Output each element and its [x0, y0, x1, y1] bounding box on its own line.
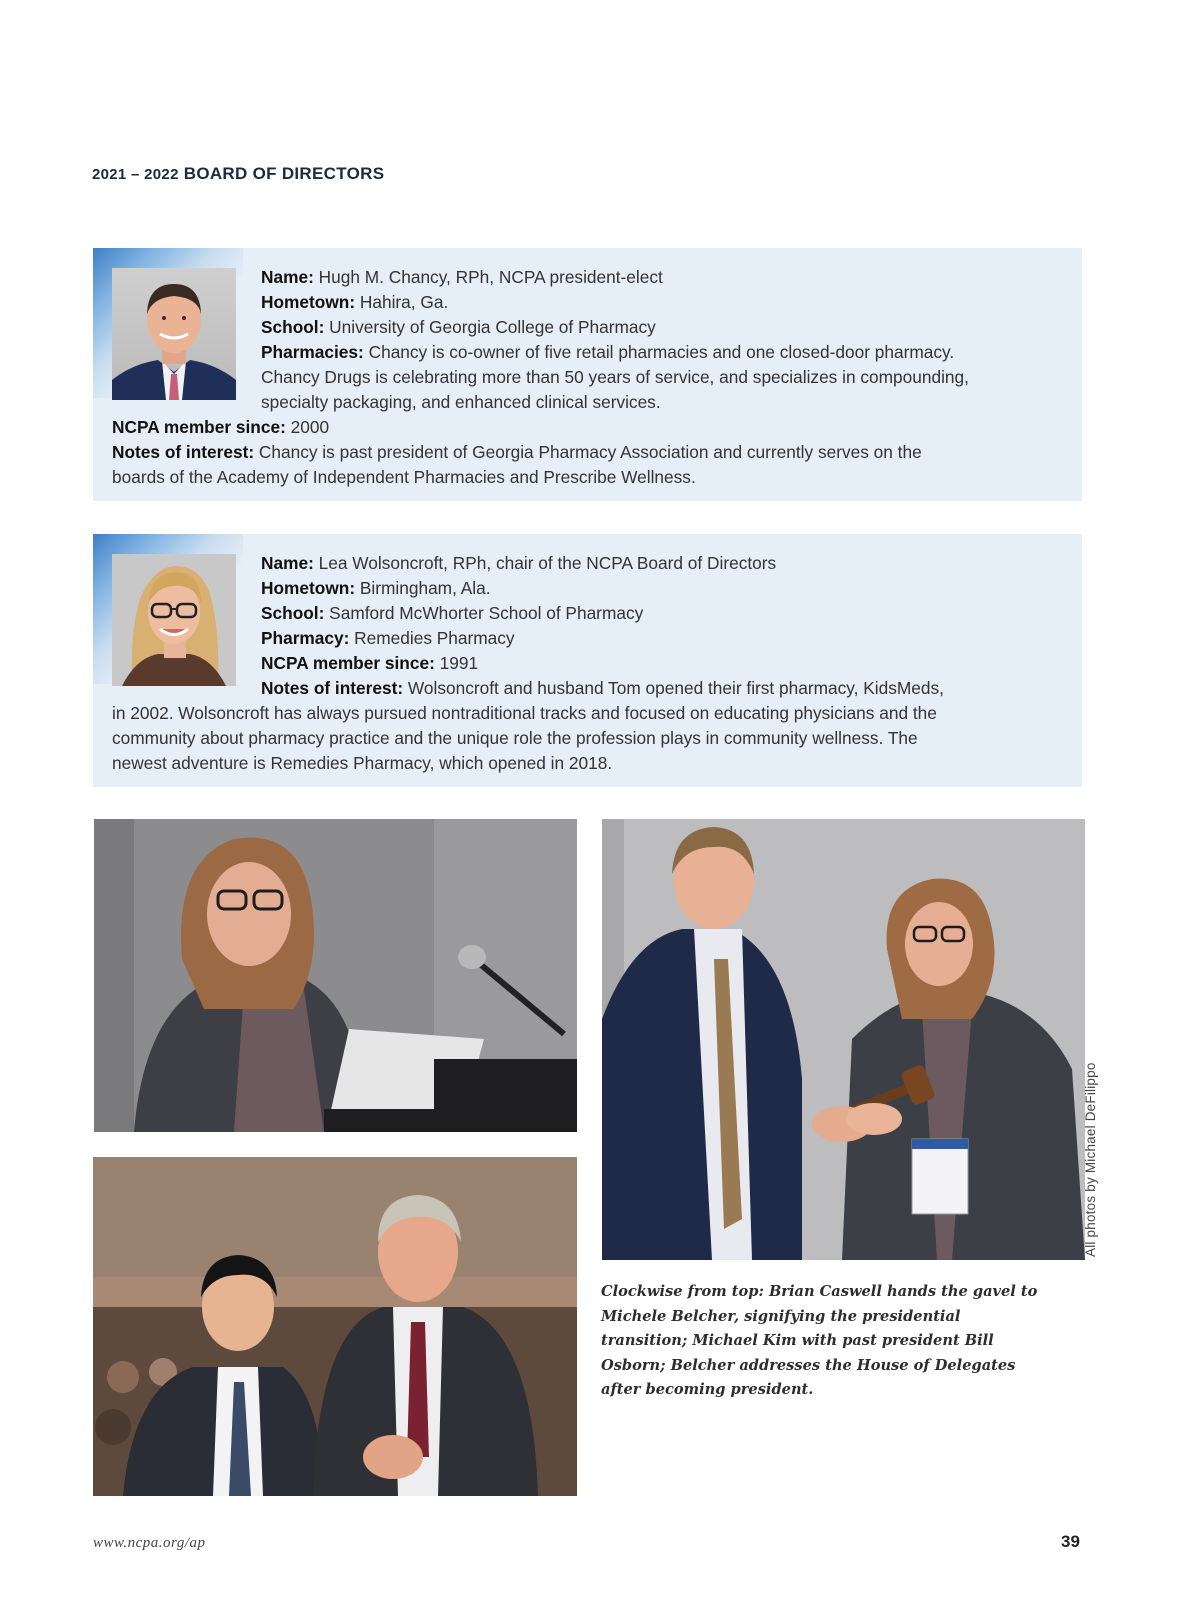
- member-label: NCPA member since:: [112, 417, 286, 437]
- name-label: Name:: [261, 553, 314, 573]
- photo-gavel-handoff: [602, 819, 1085, 1260]
- school-label: School:: [261, 317, 325, 337]
- notes-line-4: newest adventure is Remedies Pharmacy, which opened in 2018.: [112, 753, 613, 773]
- notes-value: Wolsoncroft and husband Tom opened their first pharmacy, KidsMeds,: [403, 678, 944, 698]
- name-line: [112, 551, 1060, 576]
- hometown-line: [112, 290, 1060, 315]
- section-years: 2021 – 2022: [92, 166, 179, 183]
- school-value: Samford McWhorter School of Pharmacy: [324, 603, 644, 623]
- hometown-label: Hometown:: [261, 292, 356, 312]
- hometown-label: Hometown:: [261, 578, 356, 598]
- pharmacies-line: [112, 340, 1060, 365]
- notes-line-3: community about pharmacy practice and the unique role the profession plays in community wellness. The: [112, 728, 918, 748]
- pharmacy-value: Remedies Pharmacy: [349, 628, 515, 648]
- profile-card-wolsoncroft: [93, 534, 1082, 787]
- page-number: 39: [1061, 1532, 1080, 1551]
- member-value: 1991: [434, 653, 479, 673]
- hometown-value: Hahira, Ga.: [355, 292, 449, 312]
- member-line: [112, 651, 1060, 676]
- photo-belcher-podium-image: [94, 819, 577, 1132]
- notes-line: [112, 440, 1060, 465]
- member-line: [112, 415, 1060, 440]
- section-title: [92, 164, 384, 184]
- notes-line-2: in 2002. Wolsoncroft has always pursued nontraditional tracks and focused on educating physicians and the: [112, 703, 937, 723]
- name-label: Name:: [261, 267, 314, 287]
- notes-label: Notes of interest:: [112, 442, 255, 462]
- photo-kim-osborn-image: [93, 1157, 577, 1496]
- name-line: [112, 265, 1060, 290]
- notes-line: [112, 676, 1060, 701]
- profile-text-wolsoncroft: [112, 551, 1060, 776]
- photo-credit: All photos by Michael DeFilippo: [1083, 1062, 1098, 1257]
- name-value: Lea Wolsoncroft, RPh, chair of the NCPA Board of Directors: [313, 553, 777, 573]
- name-value: Hugh M. Chancy, RPh, NCPA president-elect: [313, 267, 663, 287]
- member-label: NCPA member since:: [261, 653, 435, 673]
- footer-url: www.ncpa.org/ap: [93, 1535, 206, 1551]
- photo-belcher-podium: [94, 819, 577, 1132]
- photo-caption: Clockwise from top: Brian Caswell hands the gavel to Michele Belcher, signifying the presidential transition; Michael Kim with past president Bill Osborn; Belcher addresses the House of Delegates after becoming president.: [601, 1283, 1038, 1399]
- member-value: 2000: [285, 417, 330, 437]
- pharmacies-line-2: Chancy Drugs is celebrating more than 50 years of service, and specializes in compounding,: [261, 367, 969, 387]
- notes-label: Notes of interest:: [261, 678, 404, 698]
- notes-value: Chancy is past president of Georgia Pharmacy Association and currently serves on the: [254, 442, 922, 462]
- photo-gavel-handoff-image: [602, 819, 1085, 1260]
- hometown-value: Birmingham, Ala.: [355, 578, 491, 598]
- school-line: [112, 601, 1060, 626]
- school-label: School:: [261, 603, 325, 623]
- school-line: [112, 315, 1060, 340]
- school-value: University of Georgia College of Pharmacy: [324, 317, 656, 337]
- profile-card-chancy: [93, 248, 1082, 501]
- pharmacy-label: Pharmacy:: [261, 628, 350, 648]
- section-heading: BOARD OF DIRECTORS: [183, 164, 385, 183]
- pharmacies-label: Pharmacies:: [261, 342, 364, 362]
- pharmacies-value: Chancy is co-owner of five retail pharmacies and one closed-door pharmacy.: [363, 342, 955, 362]
- notes-line-2: boards of the Academy of Independent Pharmacies and Prescribe Wellness.: [112, 467, 696, 487]
- photo-kim-osborn: [93, 1157, 577, 1496]
- profile-text-chancy: [112, 265, 1060, 490]
- pharmacies-line-3: specialty packaging, and enhanced clinical services.: [261, 392, 661, 412]
- hometown-line: [112, 576, 1060, 601]
- pharmacy-line: [112, 626, 1060, 651]
